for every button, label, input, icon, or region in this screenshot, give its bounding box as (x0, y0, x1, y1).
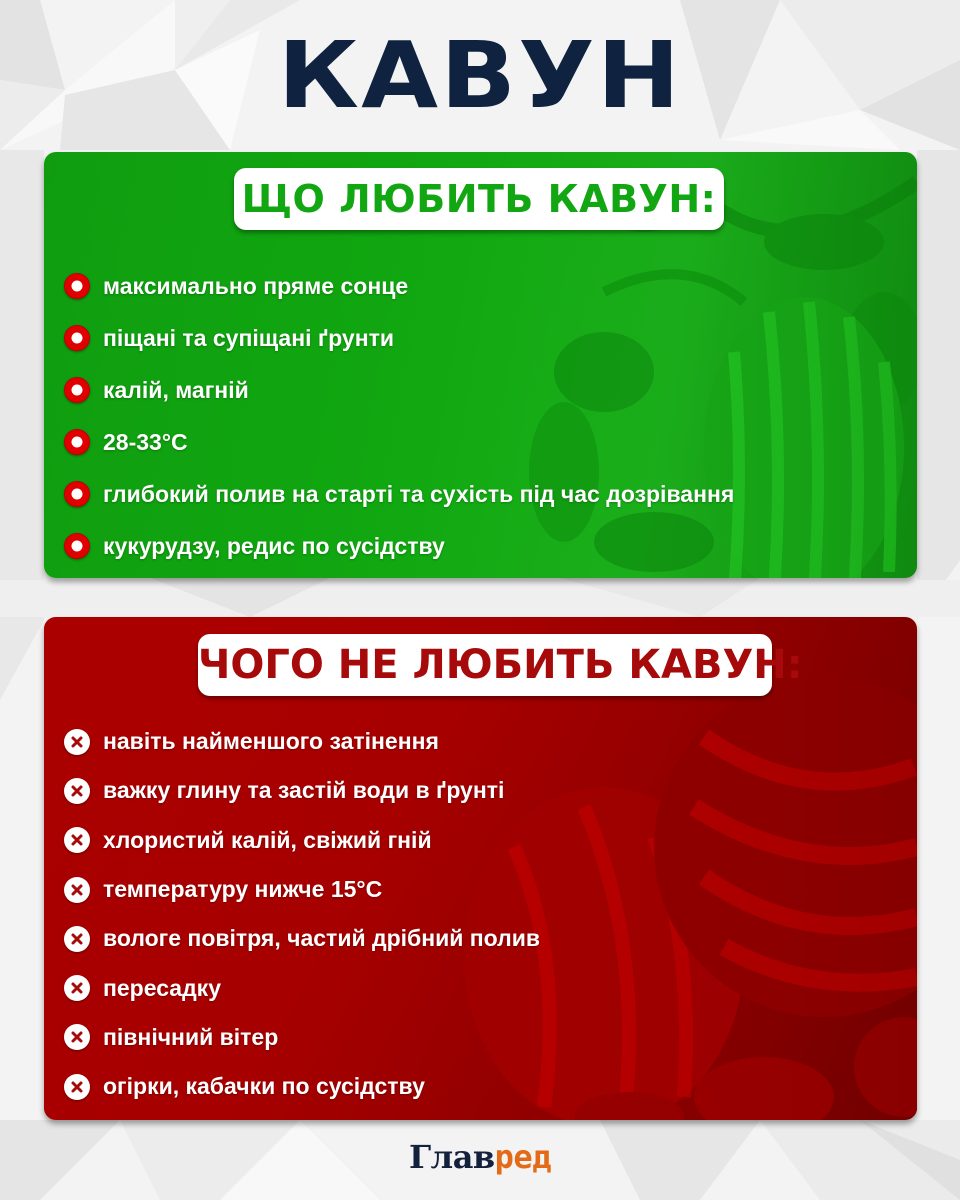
dislikes-item (64, 865, 540, 914)
x-circle-icon (64, 1074, 90, 1100)
likes-item (64, 312, 734, 364)
likes-item-text: піщані та супіщані ґрунти (103, 324, 395, 351)
likes-item-text: глибокий полив на старті та сухість під час дозрівання (103, 480, 735, 507)
x-circle-icon (64, 877, 90, 903)
dislikes-item-text: навіть найменшого затінення (103, 728, 439, 755)
x-circle-icon (64, 926, 90, 952)
red-dot-icon (64, 429, 90, 455)
x-circle-icon (64, 729, 90, 755)
likes-item (64, 468, 734, 520)
dislikes-item-text: огірки, кабачки по сусідству (103, 1073, 425, 1100)
red-dot-icon (64, 533, 90, 559)
dislikes-item-text: північний вітер (103, 1023, 279, 1050)
dislikes-item-text: вологе повітря, частий дрібний полив (103, 925, 541, 952)
red-dot-icon (64, 481, 90, 507)
red-dot-icon (64, 325, 90, 351)
x-circle-icon (64, 1024, 90, 1050)
dislikes-item (64, 1062, 540, 1111)
page-title: КАВУН (277, 22, 683, 129)
likes-heading: ЩО ЛЮБИТЬ КАВУН: (234, 168, 724, 230)
likes-item-text: 28-33°C (103, 428, 188, 455)
dislikes-item-text: хлористий калій, свіжий гній (103, 826, 432, 853)
likes-item (64, 416, 734, 468)
dislikes-item (64, 717, 540, 766)
dislikes-item (64, 816, 540, 865)
glavred-logo (0, 1138, 960, 1176)
x-circle-icon (64, 827, 90, 853)
dislikes-item (64, 766, 540, 815)
likes-item (64, 520, 734, 572)
dislikes-item-text: пересадку (103, 974, 221, 1001)
x-circle-icon (64, 778, 90, 804)
dislikes-item (64, 1013, 540, 1062)
dislikes-item (64, 914, 540, 963)
likes-item (64, 364, 734, 416)
dislikes-card (44, 617, 917, 1120)
logo-part-1: Глав (409, 1138, 495, 1176)
red-dot-icon (64, 377, 90, 403)
dislikes-item-text: температуру нижче 15°C (103, 876, 383, 903)
logo-part-2: ред (494, 1138, 551, 1176)
x-circle-icon (64, 975, 90, 1001)
red-dot-icon (64, 273, 90, 299)
dislikes-item (64, 963, 540, 1012)
dislikes-item-text: важку глину та застій води в ґрунті (103, 777, 505, 804)
likes-item-text: максимально пряме сонце (103, 272, 409, 299)
likes-item-text: кукурудзу, редис по сусідству (103, 532, 445, 559)
likes-card (44, 152, 917, 578)
likes-item (64, 260, 734, 312)
dislikes-list (64, 717, 540, 1111)
likes-item-text: калій, магній (103, 376, 249, 403)
likes-list (64, 260, 734, 572)
dislikes-heading: ЧОГО НЕ ЛЮБИТЬ КАВУН: (198, 634, 772, 696)
